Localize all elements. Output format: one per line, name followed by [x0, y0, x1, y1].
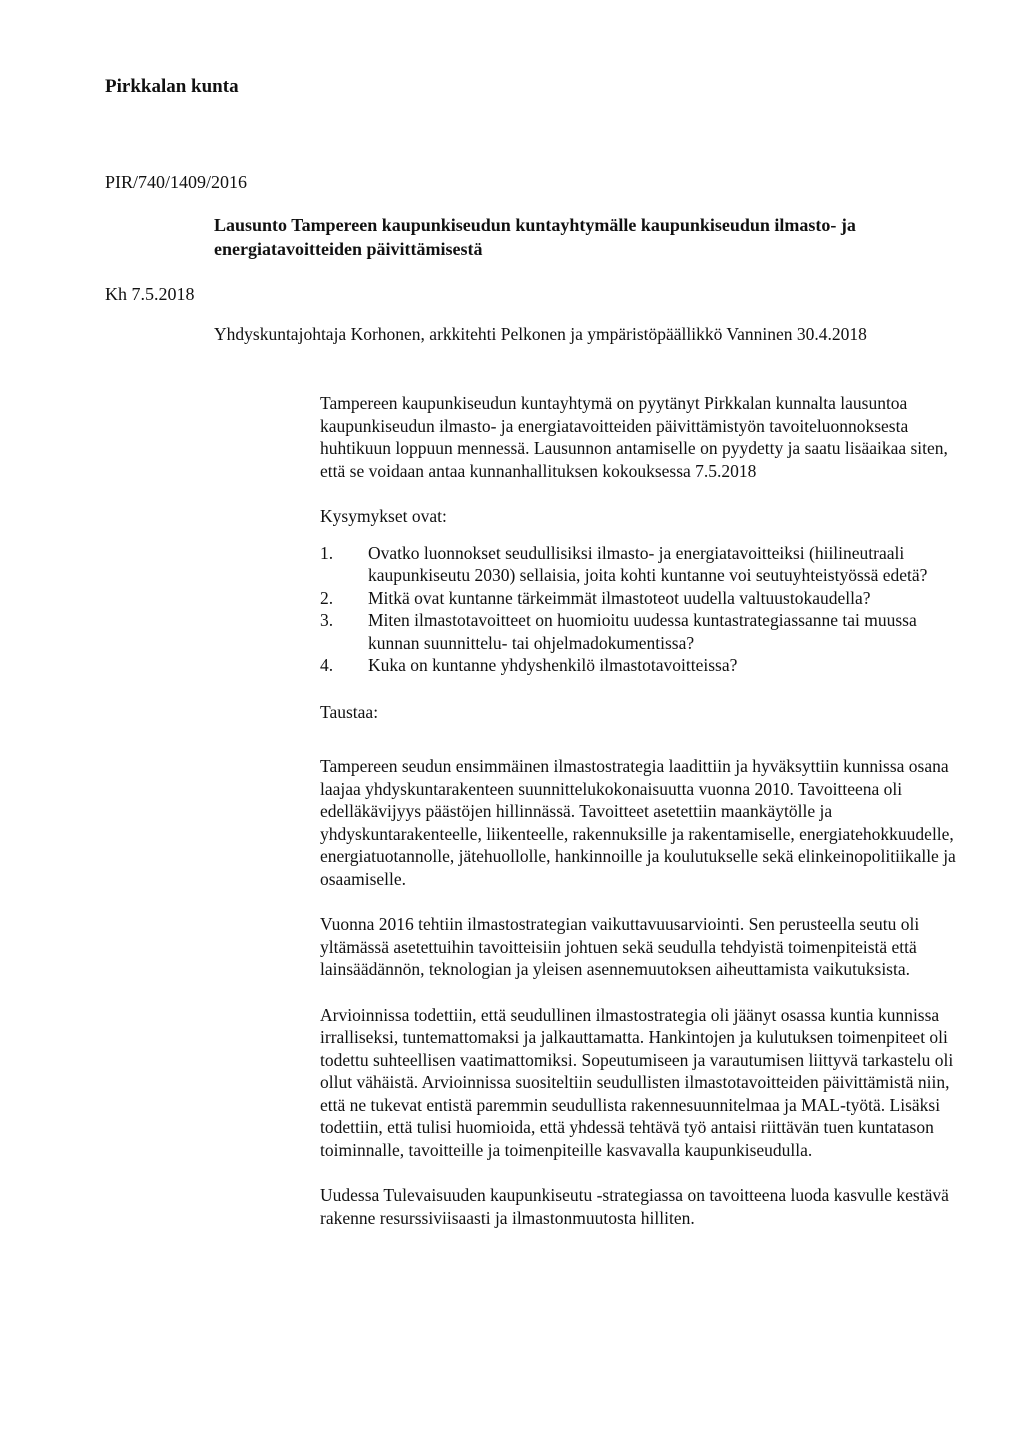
background-paragraph: Vuonna 2016 tehtiin ilmastostrategian vaikuttavuusarviointi. Sen perusteella seutu oli yltämässä asetettuihin tavoitteisiin johtuen sekä seudulla tehdyistä toimenpiteistä että lainsäädännön, teknologian ja yleisen asennemuutoksen aiheuttamista vaikutuksista. [320, 914, 920, 979]
question-text: Miten ilmastotavoitteet on huomioitu uudessa kuntastrategiassanne tai muussa kunnan suunnittelu- tai ohjelmadokumentissa? [368, 610, 917, 653]
background-paragraph: Tampereen seudun ensimmäinen ilmastostrategia laadittiin ja hyväksyttiin kunnissa osana laajaa yhdyskuntarakenteen suunnittelukokonaisuutta vuonna 2010. Tavoitteena oli edelläkävijyys päästöjen hillinnässä. Tavoitteet asetettiin maankäytölle ja yhdyskuntarakenteelle, liikenteelle, rakennuksille ja rakentamiselle, energiatehokkuudelle, energiatuotannolle, jätehuollolle, hankinnoille ja koulutukselle sekä elinkeinopolitiikalle ja osaamiselle. [320, 756, 956, 889]
question-number: 4. [320, 655, 334, 675]
questions-heading: Kysymykset ovat: [320, 506, 447, 526]
intro-paragraph: Tampereen kaupunkiseudun kuntayhtymä on pyytänyt Pirkkalan kunnalta lausuntoa kaupunkiseudun ilmasto- ja energiatavoitteiden päivittämistyön tavoiteluonnoksesta huhtikuun loppuun mennessä. Lausunnon antamiselle on pyydetty ja saatu lisäaikaa siten, että se voidaan antaa kunnanhallituksen kokouksessa 7.5.2018 [320, 393, 948, 481]
background-heading: Taustaa: [320, 701, 379, 722]
list-item [320, 542, 960, 587]
list-item [320, 654, 960, 677]
list-item [320, 609, 960, 654]
question-text: Ovatko luonnokset seudullisiksi ilmasto- ja energiatavoitteiksi (hiilineutraali kaupunkiseutu 2030) sellaisia, joita kohti kuntanne voi seutuyhteistyössä edetä? [368, 542, 928, 585]
question-number: 3. [320, 610, 334, 630]
background-paragraph: Arvioinnissa todettiin, että seudullinen ilmastostrategia oli jäänyt osassa kuntia kunnissa irralliseksi, tuntemattomaksi ja jalkauttamatta. Hankintojen ja kulutuksen toimenpiteet oli todettu suhteellisen vaatimattomiksi. Sopeutumiseen ja varautumisen liittyvä tarkastelu oli ollut vähäistä. Arvioinnissa suositeltiin seudullisten ilmastotavoitteiden päivittämistä niin, että ne tukevat entistä paremmin seudullista rakennesuunnitelmaa ja MAL-työtä. Lisäksi todettiin, että tulisi huomioida, että yhdessä tehtävä työ antaisi riittävän tuen kuntatason toiminnalle, tavoitteille ja toimenpiteille kasvavalla kaupunkiseudulla. [320, 1004, 954, 1160]
question-text: Mitkä ovat kuntanne tärkeimmät ilmastoteot uudella valtuustokaudella? [368, 587, 871, 608]
list-item [320, 587, 960, 610]
questions-list [320, 542, 960, 677]
organization-name: Pirkkalan kunta [105, 76, 239, 97]
question-number: 1. [320, 542, 334, 563]
question-text: Kuka on kuntanne yhdyshenkilö ilmastotavoitteissa? [368, 655, 738, 675]
document-title: Lausunto Tampereen kaupunkiseudun kuntayhtymälle kaupunkiseudun ilmasto- ja energiatavoitteiden päivittämisestä [214, 215, 856, 259]
question-number: 2. [320, 587, 334, 608]
preparers: Yhdyskuntajohtaja Korhonen, arkkitehti Pelkonen ja ympäristöpäällikkö Vanninen 30.4.2018 [214, 324, 867, 344]
meeting-date: Kh 7.5.2018 [105, 284, 195, 304]
document-body [320, 392, 960, 1252]
background-paragraph: Uudessa Tulevaisuuden kaupunkiseutu -strategiassa on tavoitteena luoda kasvulle kestävä rakenne resurssiviisaasti ja ilmastonmuutosta hilliten. [320, 1185, 949, 1228]
reference-number: PIR/740/1409/2016 [105, 172, 248, 192]
